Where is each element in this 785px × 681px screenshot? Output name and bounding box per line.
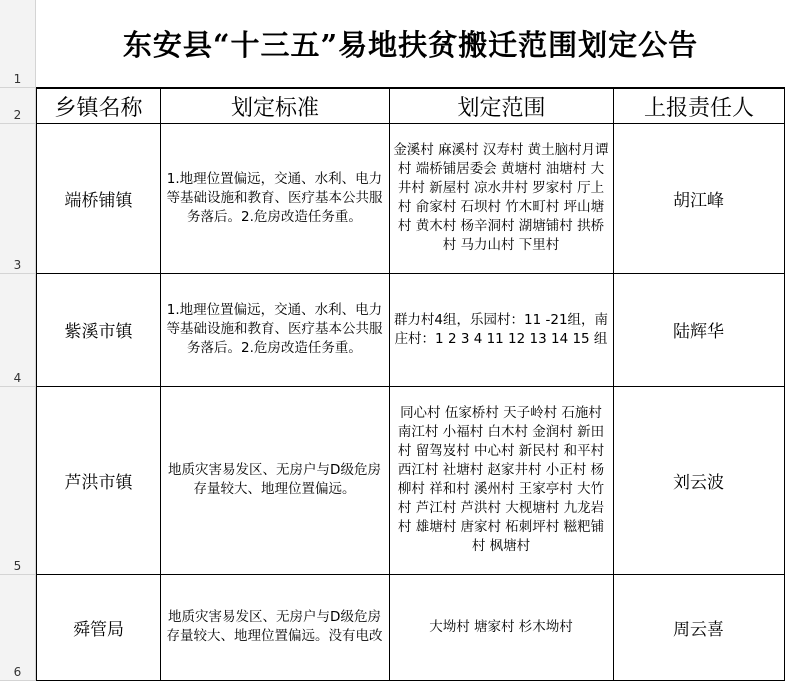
header-town[interactable]: 乡镇名称 — [36, 88, 161, 124]
town-cell[interactable]: 紫溪市镇 — [36, 273, 161, 387]
person-cell[interactable]: 周云喜 — [613, 574, 785, 681]
row-header-3[interactable] — [0, 124, 36, 274]
row-number: 3 — [13, 258, 22, 272]
row-header-1[interactable] — [0, 0, 36, 88]
standard-cell[interactable]: 地质灾害易发区、无房户与D级危房存量较大、地理位置偏远。没有电改 — [160, 574, 390, 681]
row-number: 6 — [13, 665, 22, 679]
town-cell[interactable]: 芦洪市镇 — [36, 386, 161, 575]
header-range[interactable]: 划定范围 — [389, 88, 614, 124]
row-header-2[interactable] — [0, 88, 36, 124]
range-cell[interactable]: 同心村 伍家桥村 天子岭村 石施村 南江村 小福村 白木村 金润村 新田村 留驾岌村 中心村 新民村 和平村 西江村 社塘村 赵家井村 小正村 杨柳村 祥和村 溪州村 王家亭村 大竹村 芦江村 芦洪村 大枧塘村 九龙岩村 雄塘村 唐家村 柘刺坪村 糍粑铺村 枫塘村 — [389, 386, 614, 575]
header-person[interactable]: 上报责任人 — [613, 88, 785, 124]
row-header-4[interactable] — [0, 274, 36, 387]
spreadsheet-grid — [36, 0, 785, 681]
row-number: 4 — [13, 371, 22, 385]
town-cell[interactable]: 舜管局 — [36, 574, 161, 681]
range-cell[interactable]: 群力村4组，乐园村：11 -21组，南庄村：1 2 3 4 11 12 13 14 15 组 — [389, 273, 614, 387]
row-number: 2 — [13, 108, 22, 122]
person-cell[interactable]: 胡江峰 — [613, 123, 785, 274]
row-header-6[interactable] — [0, 575, 36, 681]
town-cell[interactable]: 端桥铺镇 — [36, 123, 161, 274]
row-number: 1 — [13, 72, 22, 86]
sheet-title[interactable]: 东安县“十三五”易地扶贫搬迁范围划定公告 — [36, 0, 785, 88]
row-number: 5 — [13, 559, 22, 573]
standard-cell[interactable]: 地质灾害易发区、无房户与D级危房存量较大、地理位置偏远。 — [160, 386, 390, 575]
person-cell[interactable]: 陆辉华 — [613, 273, 785, 387]
person-cell[interactable]: 刘云波 — [613, 386, 785, 575]
range-cell[interactable]: 金溪村 麻溪村 汉寿村 黄土脑村月谭村 端桥铺居委会 黄塘村 油塘村 大井村 新屋村 凉水井村 罗家村 厅上村 俞家村 石坝村 竹木町村 坪山塘村 黄木村 杨辛洞村 湖塘铺村 拱桥村 马力山村 下里村 — [389, 123, 614, 274]
row-header-5[interactable] — [0, 387, 36, 575]
header-standard[interactable]: 划定标准 — [160, 88, 390, 124]
standard-cell[interactable]: 1.地理位置偏远，交通、水利、电力等基础设施和教育、医疗基本公共服务落后。2.危房改造任务重。 — [160, 273, 390, 387]
range-cell[interactable]: 大坳村 塘家村 杉木坳村 — [389, 574, 614, 681]
standard-cell[interactable]: 1.地理位置偏远，交通、水利、电力等基础设施和教育、医疗基本公共服务落后。2.危房改造任务重。 — [160, 123, 390, 274]
